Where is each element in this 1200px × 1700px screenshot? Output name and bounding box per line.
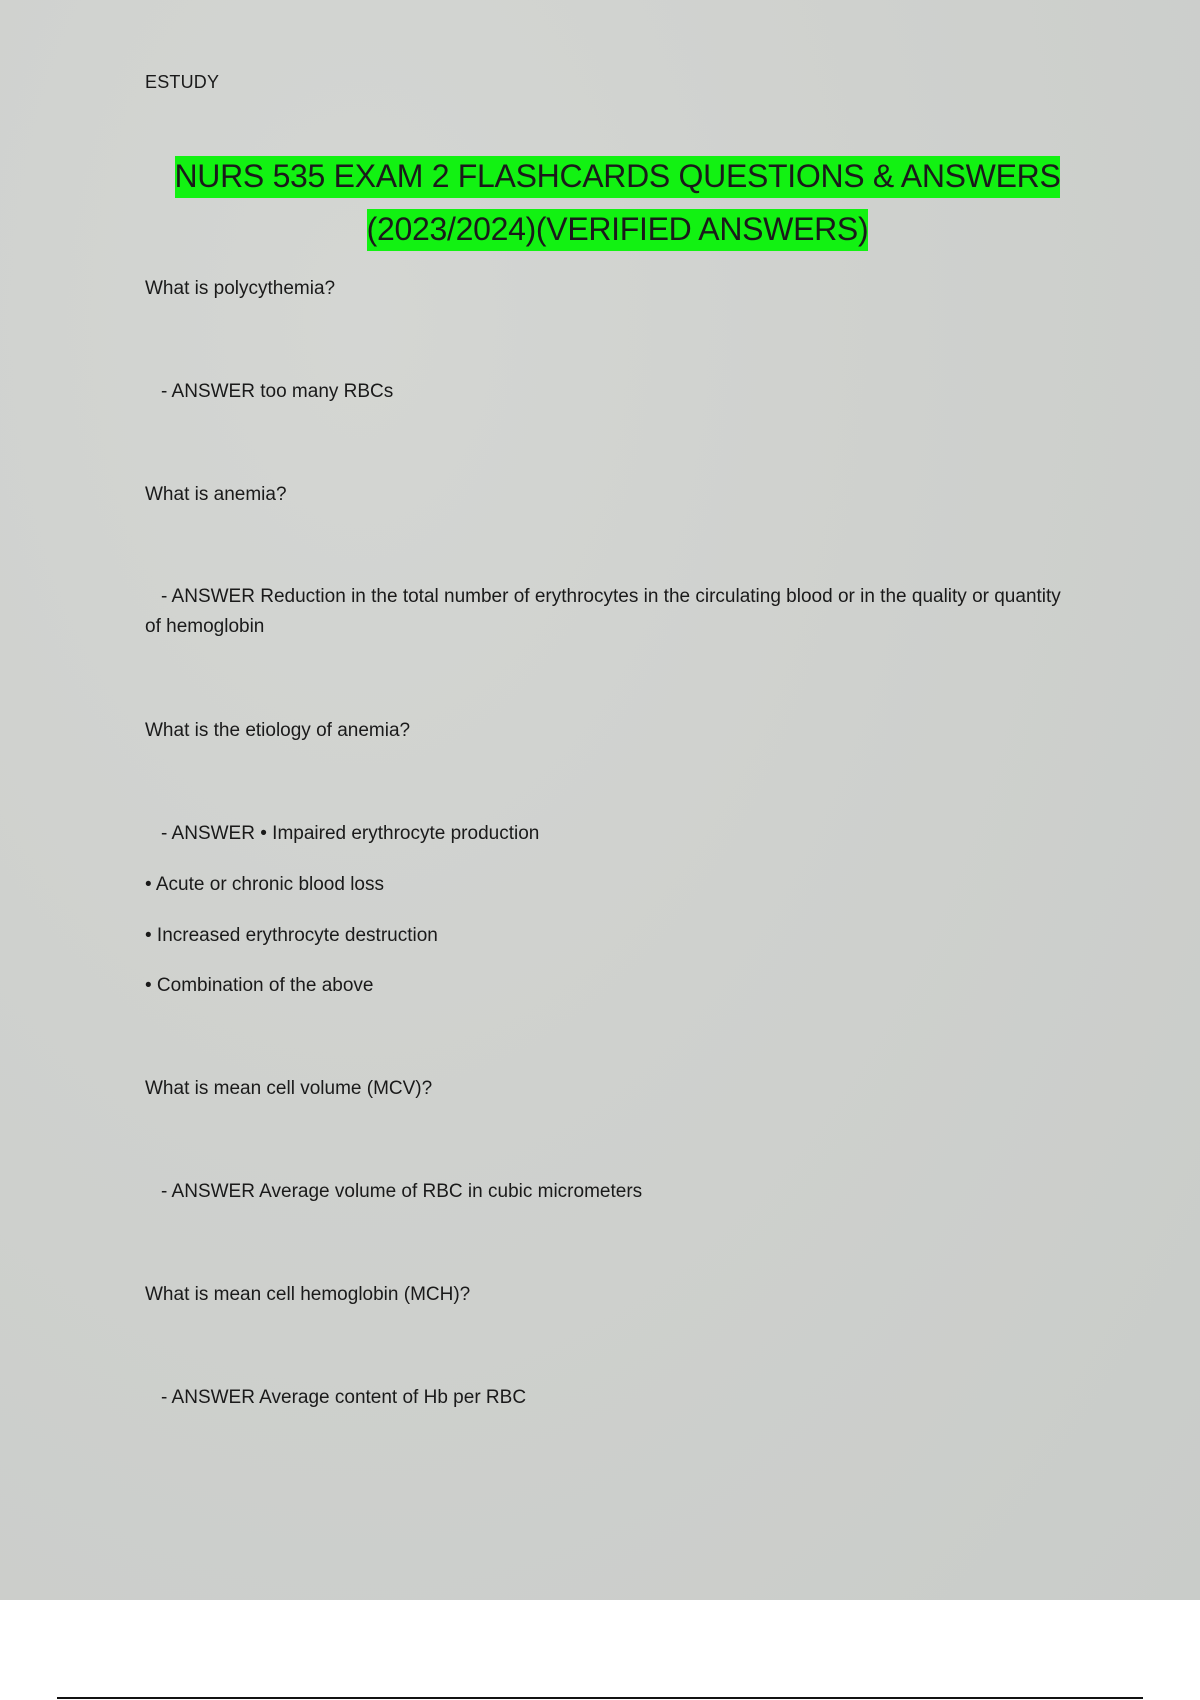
answer-3-bullet-3: • Combination of the above: [145, 975, 374, 996]
answer-4: - ANSWER Average volume of RBC in cubic micrometers: [161, 1181, 643, 1202]
question-4: What is mean cell volume (MCV)?: [145, 1078, 433, 1099]
question-3: What is the etiology of anemia?: [145, 720, 411, 741]
answer-1: - ANSWER too many RBCs: [161, 381, 394, 402]
header-label: ESTUDY: [145, 72, 220, 92]
title-line-1: NURS 535 EXAM 2 FLASHCARDS QUESTIONS & ANSWERS: [175, 156, 1061, 198]
answer-3: - ANSWER • Impaired erythrocyte production: [161, 823, 540, 844]
answer-3-bullet-1: • Acute or chronic blood loss: [145, 874, 385, 895]
question-1: What is polycythemia?: [145, 278, 336, 299]
question-2: What is anemia?: [145, 484, 287, 505]
answer-3-bullet-2: • Increased erythrocyte destruction: [145, 925, 438, 946]
question-5: What is mean cell hemoglobin (MCH)?: [145, 1284, 471, 1305]
answer-2: - ANSWER Reduction in the total number of erythrocytes in the circulating blood or in the quality or quantity of hemoglobin: [145, 586, 1061, 637]
title-line-2: (2023/2024)(VERIFIED ANSWERS): [367, 209, 869, 251]
answer-5: - ANSWER Average content of Hb per RBC: [161, 1387, 527, 1408]
footer-divider: [57, 1697, 1143, 1699]
document-title: [100, 150, 1135, 256]
